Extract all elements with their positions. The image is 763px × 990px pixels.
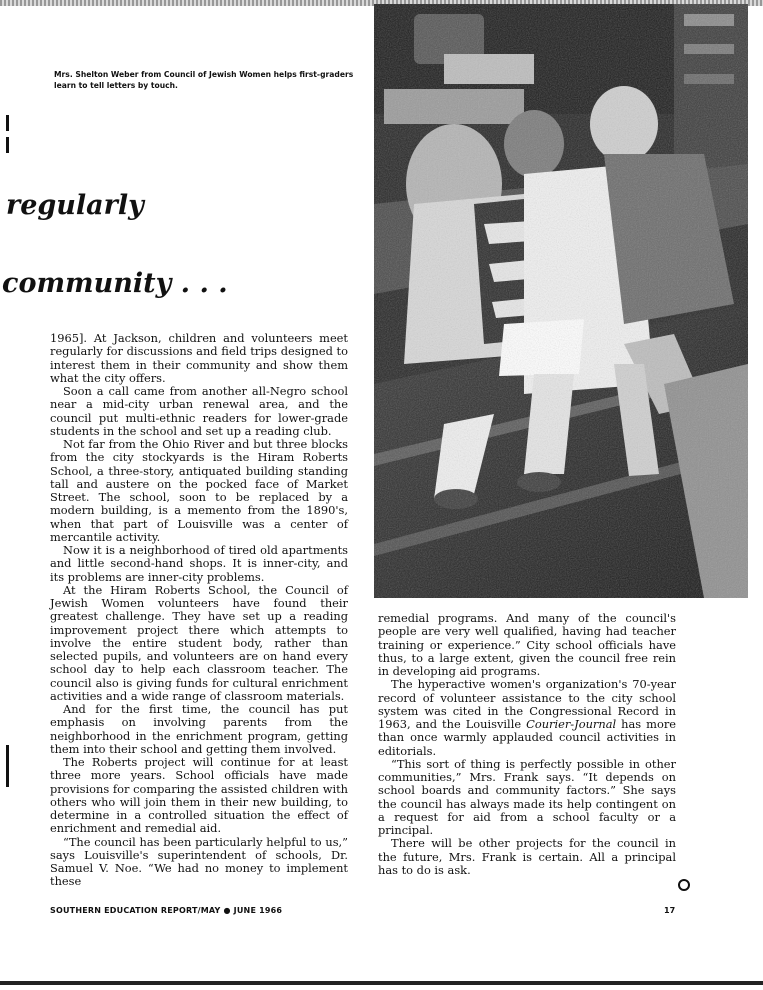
paragraph-text: has more than once warmly applauded council activities in editorials. — [378, 717, 677, 758]
paragraph: At the Hiram Roberts School, the Council of Jewish Women volunteers have found their greatest challenge. They have set up a reading improvement project there which attempts to involve the entire student body, rather than selected pupils, and volunteers are on hand every school day to help each classroom teacher. The council also is giving funds for cultural enrichment activities and a wide range of classroom materials. — [50, 582, 348, 703]
margin-mark — [6, 745, 9, 787]
paragraph: remedial programs. And many of the council's people are very well qualified, having had teacher training or experience.” City school officials have thus, to a large extent, given the council free rein in developing aid programs. — [378, 611, 676, 678]
paragraph-text: The hyperactive women's organization's 70-year record of volunteer assistance to the city school system was cited in the Congressional Record in 1963, and the Louisville — [378, 677, 676, 731]
article-column-left — [50, 332, 348, 889]
paragraph: There will be other projects for the council in the future, Mrs. Frank is certain. All a principal has to do is ask. — [378, 836, 676, 877]
paragraph: And for the first time, the council has put emphasis on involving parents from the neighborhood in the enrichment program, getting them into their school and getting them involved. — [50, 702, 348, 756]
paragraph: “The council has been particularly helpful to us,” says Louisville's superintendent of schools, Dr. Samuel V. Noe. “We had no money to implement these — [50, 834, 348, 889]
paragraph: 1965]. At Jackson, children and volunteers meet regularly for discussions and field trips designed to interest them in their community and show them what the city offers. — [50, 331, 348, 385]
margin-mark — [6, 137, 9, 153]
paragraph: Now it is a neighborhood of tired old apartments and little second-hand shops. It is inner-city, and its problems are inner-city problems. — [50, 543, 348, 584]
paragraph: Soon a call came from another all-Negro school near a mid-city urban renewal area, and the council put multi-ethnic readers for lower-grade students in the school and set up a reading club. — [50, 384, 348, 438]
newspaper-title: Courier-Journal — [526, 717, 617, 731]
article-column-right — [378, 612, 676, 877]
paragraph: “This sort of thing is perfectly possible in other communities,” Mrs. Frank says. “It depends on school boards and community factors.” She says the council has always made its help contingent on a request for aid from a school faculty or a principal. — [378, 756, 676, 837]
headline-line-2: community . . . — [2, 268, 228, 299]
classroom-photo — [374, 4, 748, 598]
margin-mark — [6, 115, 9, 131]
paragraph: Not far from the Ohio River and but three blocks from the city stockyards is the Hiram Roberts School, a three-story, antiquated building standing tall and austere on the pocked face of Market Street. The school, soon to be replaced by a modern building, is a memento from the 1890's, when that part of Louisville was a center of mercantile activity. — [50, 437, 348, 544]
photo-caption: Mrs. Shelton Weber from Council of Jewish Women helps first-graders learn to tell letters by touch. — [54, 70, 354, 90]
paragraph: The Roberts project will continue for at least three more years. School officials have made provisions for comparing the assisted children with others who will join them in their new building, to determine in a controlled situation the effect of enrichment and remedial aid. — [50, 755, 348, 836]
headline-line-1: regularly — [6, 190, 144, 221]
paragraph — [378, 678, 676, 758]
page-number: 17 — [664, 906, 676, 915]
running-footer: SOUTHERN EDUCATION REPORT/MAY ● JUNE 1966 — [50, 906, 283, 915]
end-of-article-icon — [678, 879, 690, 891]
page-bottom-edge — [0, 981, 763, 985]
